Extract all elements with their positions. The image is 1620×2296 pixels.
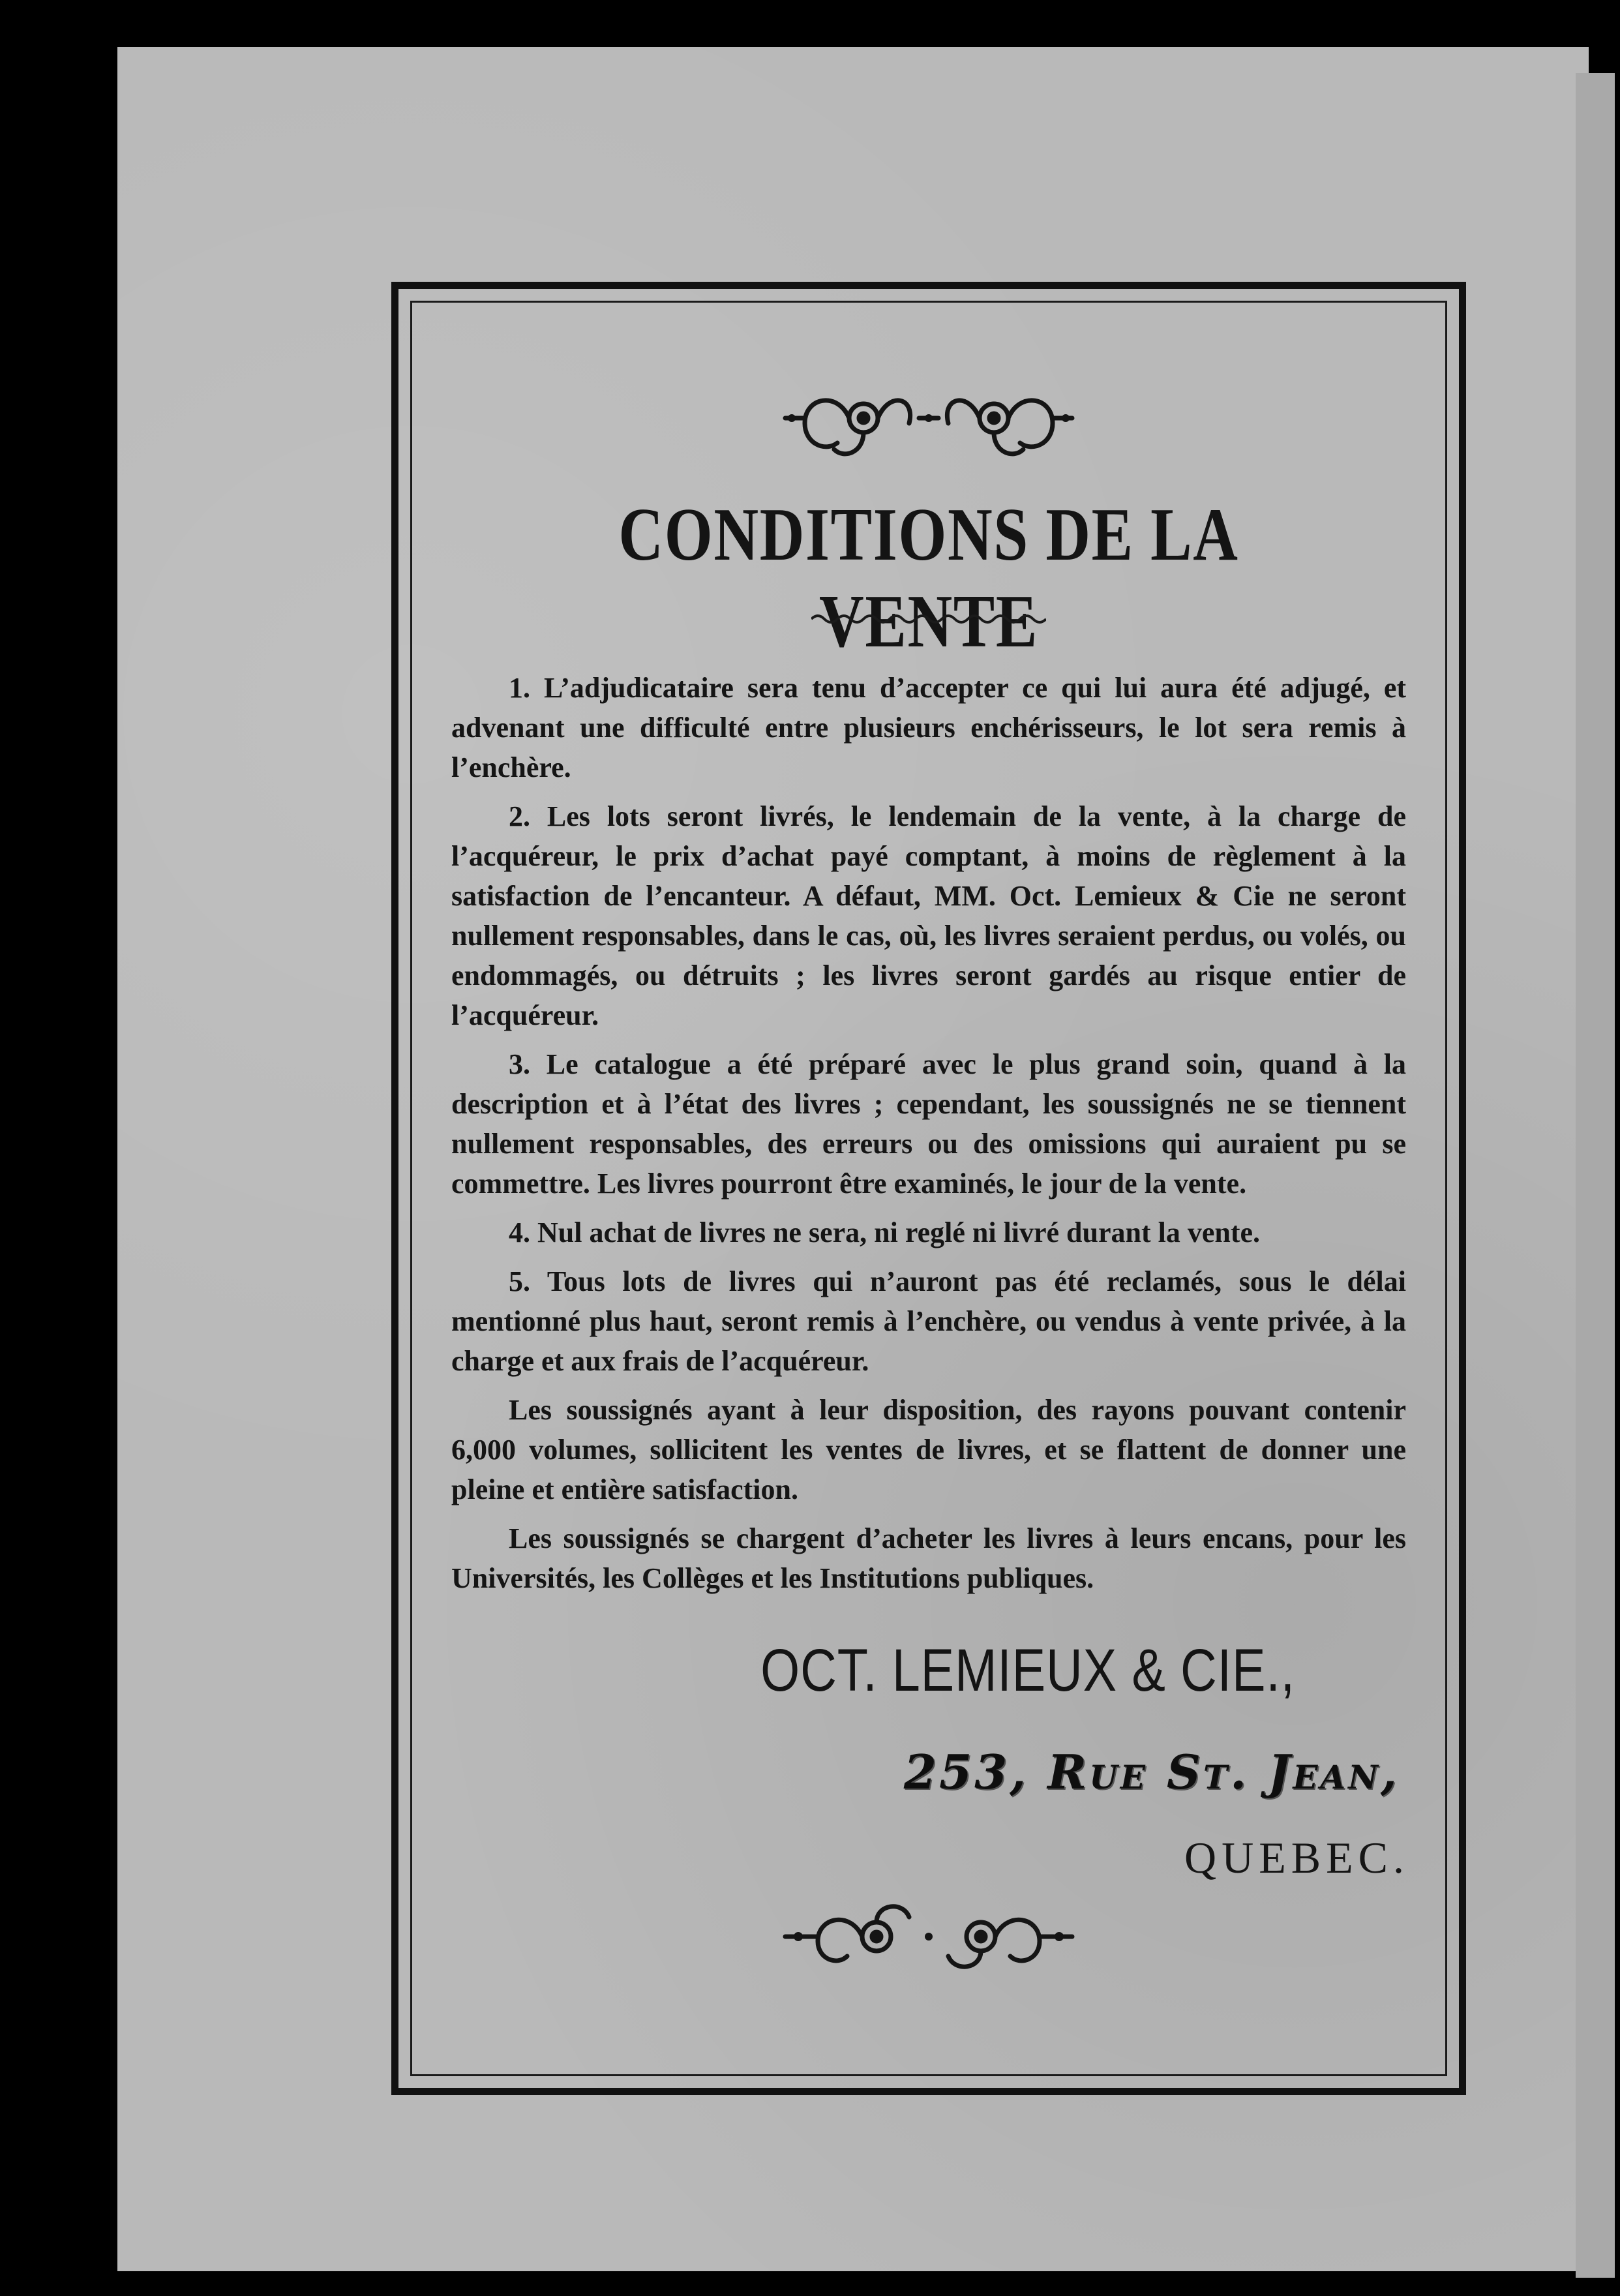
condition-5: 5. Tous lots de livres qui n’auront pas été reclamés, sous le délai mentionné plus haut, seront remis à l’enchère, ou vendus à vente privée, à la charge et aux frais de l’acquéreur. <box>451 1265 1406 1377</box>
notice-frame <box>391 282 1466 2095</box>
condition-2: 2. Les lots seront livrés, le lendemain de la vente, à la charge de l’acquéreur, le prix d’achat payé comptant, à moins de règlement à la satisfaction de l’encanteur. A défaut, MM. Oct. Lemieux & Cie ne seront nullement responsables, dans le cas, où, les livres seraient perdus, ou volés, ou endommagés, ou détruits ; les livres seront gardés au risque entier de l’acquéreur. <box>451 800 1406 1031</box>
condition-3: 3. Le catalogue a été préparé avec le plus grand soin, quand à la description et à l’état des livres ; cependant, les soussignés ne se tiennent nullement responsables, des erreurs ou des omissions qui auraient pu se commettre. Les livres pourront être examinés, le jour de la vente. <box>451 1048 1406 1200</box>
notice-title: CONDITIONS DE LA VENTE <box>618 493 1239 663</box>
paper-edge <box>1576 73 1615 2278</box>
notice-inner-border <box>410 301 1447 2076</box>
conditions-text <box>451 668 1406 1607</box>
paper-sheet <box>117 47 1589 2271</box>
purchasing-statement: Les soussignés se chargent d’acheter les livres à leurs encans, pour les Universités, les Collèges et les Institutions publiques. <box>451 1522 1406 1594</box>
condition-4: 4. Nul achat de livres ne sera, ni reglé ni livré durant la vente. <box>509 1216 1261 1248</box>
street-address: 253, Rue St. Jean, <box>903 1744 1400 1800</box>
top-ornament-icon <box>412 378 1445 476</box>
firm-name: OCT. LEMIEUX & CIE., <box>760 1637 1295 1704</box>
bottom-ornament-icon <box>412 1894 1445 1979</box>
condition-1: 1. L’adjudicataire sera tenu d’accepter ce qui lui aura été adjugé, et advenant une difficulté entre plusieurs enchérisseurs, le lot sera remis à l’enchère. <box>451 672 1406 783</box>
title-underline-flourish-icon <box>412 609 1445 629</box>
city-name: QUEBEC. <box>1184 1833 1409 1882</box>
capacity-statement: Les soussignés ayant à leur disposition, des rayons pouvant contenir 6,000 volumes, sollicitent les ventes de livres, et se flattent de donner une pleine et entière satisfaction. <box>451 1394 1406 1505</box>
